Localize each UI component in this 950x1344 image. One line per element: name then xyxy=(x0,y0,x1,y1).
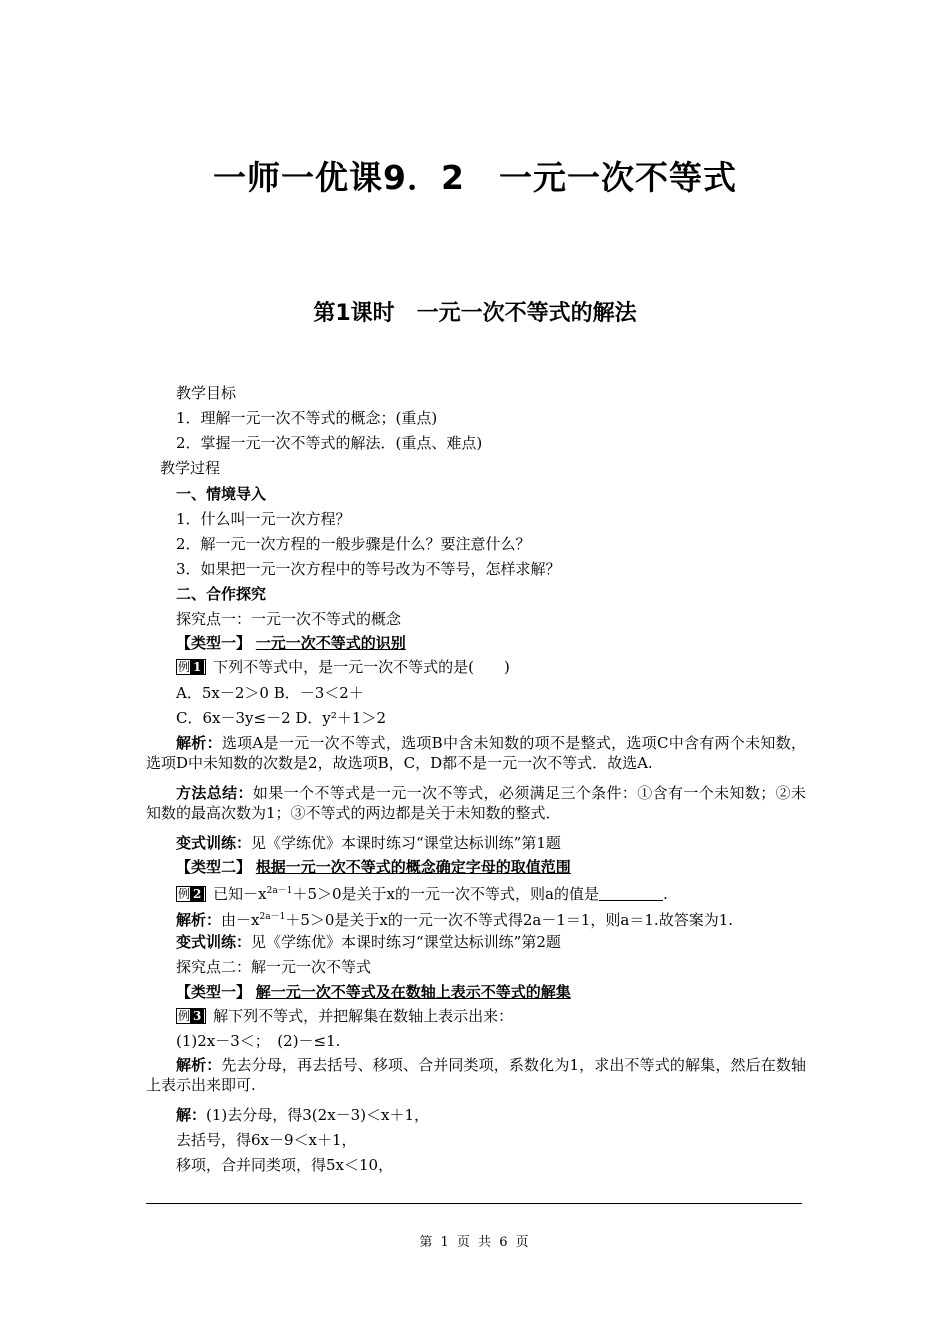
type-heading xyxy=(176,982,571,1002)
solution-step: 去括号，得6x－9＜x＋1， xyxy=(176,1131,357,1149)
example-3: 例 3 解下列不等式，并把解集在数轴上表示出来： xyxy=(178,1007,514,1025)
section-heading: 二、合作探究 xyxy=(176,585,267,603)
method-summary: 方法总结：如果一个不等式是一元一次不等式，必须满足三个条件：①含有一个未知数；②未知数的最高次数为1；③不等式的两边都是关于未知数的整式． xyxy=(146,784,806,822)
type-title: 根据一元一次不等式的概念确定字母的取值范围 xyxy=(255,858,571,876)
goals-heading: 教学目标 xyxy=(176,384,237,402)
answer-blank xyxy=(599,886,663,901)
option-d: D．y²＋1＞2 xyxy=(295,709,387,727)
options-row xyxy=(176,683,364,703)
goal-item: 1．理解一元一次不等式的概念；(重点) xyxy=(176,409,438,427)
example-1 xyxy=(176,657,510,677)
options-row xyxy=(176,708,386,728)
question-item: 2．解一元一次方程的一般步骤是什么？要注意什么？ xyxy=(176,535,531,553)
question-item: 1．什么叫一元一次方程？ xyxy=(176,510,351,528)
option-a: A．5x－2＞0 xyxy=(176,684,269,702)
solution-step: 解：(1)去分母，得3(2x－3)＜x＋1， xyxy=(176,1106,430,1124)
analysis-paragraph: 解析：先去分母，再去括号、移项、合并同类项，系数化为1，求出不等式的解集，然后在数轴上表示出来即可. xyxy=(146,1056,806,1094)
explore-point: 探究点二：解一元一次不等式 xyxy=(176,958,372,976)
example-badge: 例 3 xyxy=(176,1008,206,1024)
type-tag: 【类型二】 xyxy=(176,858,252,876)
section-heading: 一、情境导入 xyxy=(176,485,267,503)
variant-training: 变式训练：见《学练优》本课时练习“课堂达标训练”第2题 xyxy=(176,933,561,951)
option-b: B．－3＜2＋ xyxy=(273,684,364,702)
process-heading: 教学过程 xyxy=(160,459,221,477)
footer-divider xyxy=(146,1203,802,1204)
type-heading xyxy=(176,633,406,653)
option-c: C．6x－3y≤－2 xyxy=(176,709,291,727)
example-badge: 例 2 xyxy=(176,886,206,902)
page-footer: 第 1 页 共 6 页 xyxy=(419,1235,531,1250)
explore-point: 探究点一：一元一次不等式的概念 xyxy=(176,610,402,628)
goal-item: 2．掌握一元一次不等式的解法．(重点、难点) xyxy=(176,434,483,452)
page-title: 一师一优课9．2 一元一次不等式 xyxy=(213,158,737,197)
type-tag: 【类型一】 xyxy=(176,983,252,1001)
type-tag: 【类型一】 xyxy=(176,634,252,652)
lesson-subtitle: 第1课时 一元一次不等式的解法 xyxy=(313,301,637,326)
example-text: 下列不等式中，是一元一次不等式的是( ) xyxy=(213,658,510,676)
analysis-paragraph: 解析：选项A是一元一次不等式，选项B中含未知数的项不是整式，选项C中含有两个未知数，选项D中未知数的次数是2，故选项B，C，D都不是一元一次不等式．故选A. xyxy=(146,734,806,772)
analysis-paragraph: 解析：由$-x^{2a-1}+5>0$是关于x的一元一次不等式得2a－1＝1，则a＝1.故答案为1. xyxy=(176,911,734,929)
solution-step: 移项，合并同类项，得5x＜10， xyxy=(176,1156,394,1174)
example-2: 例 2 已知$-x^{2a-1}+5>0$是关于x的一元一次不等式，则a的值是 . xyxy=(178,885,668,903)
type-title: 解一元一次不等式及在数轴上表示不等式的解集 xyxy=(255,983,571,1001)
example-badge: 例 1 xyxy=(176,659,206,675)
example-items: (1)2x－3＜； (2)－≤1. xyxy=(176,1032,341,1050)
variant-training: 变式训练：见《学练优》本课时练习“课堂达标训练”第1题 xyxy=(176,834,561,852)
question-item: 3．如果把一元一次方程中的等号改为不等号，怎样求解？ xyxy=(176,560,561,578)
type-heading xyxy=(176,857,571,877)
type-title: 一元一次不等式的识别 xyxy=(255,634,406,652)
